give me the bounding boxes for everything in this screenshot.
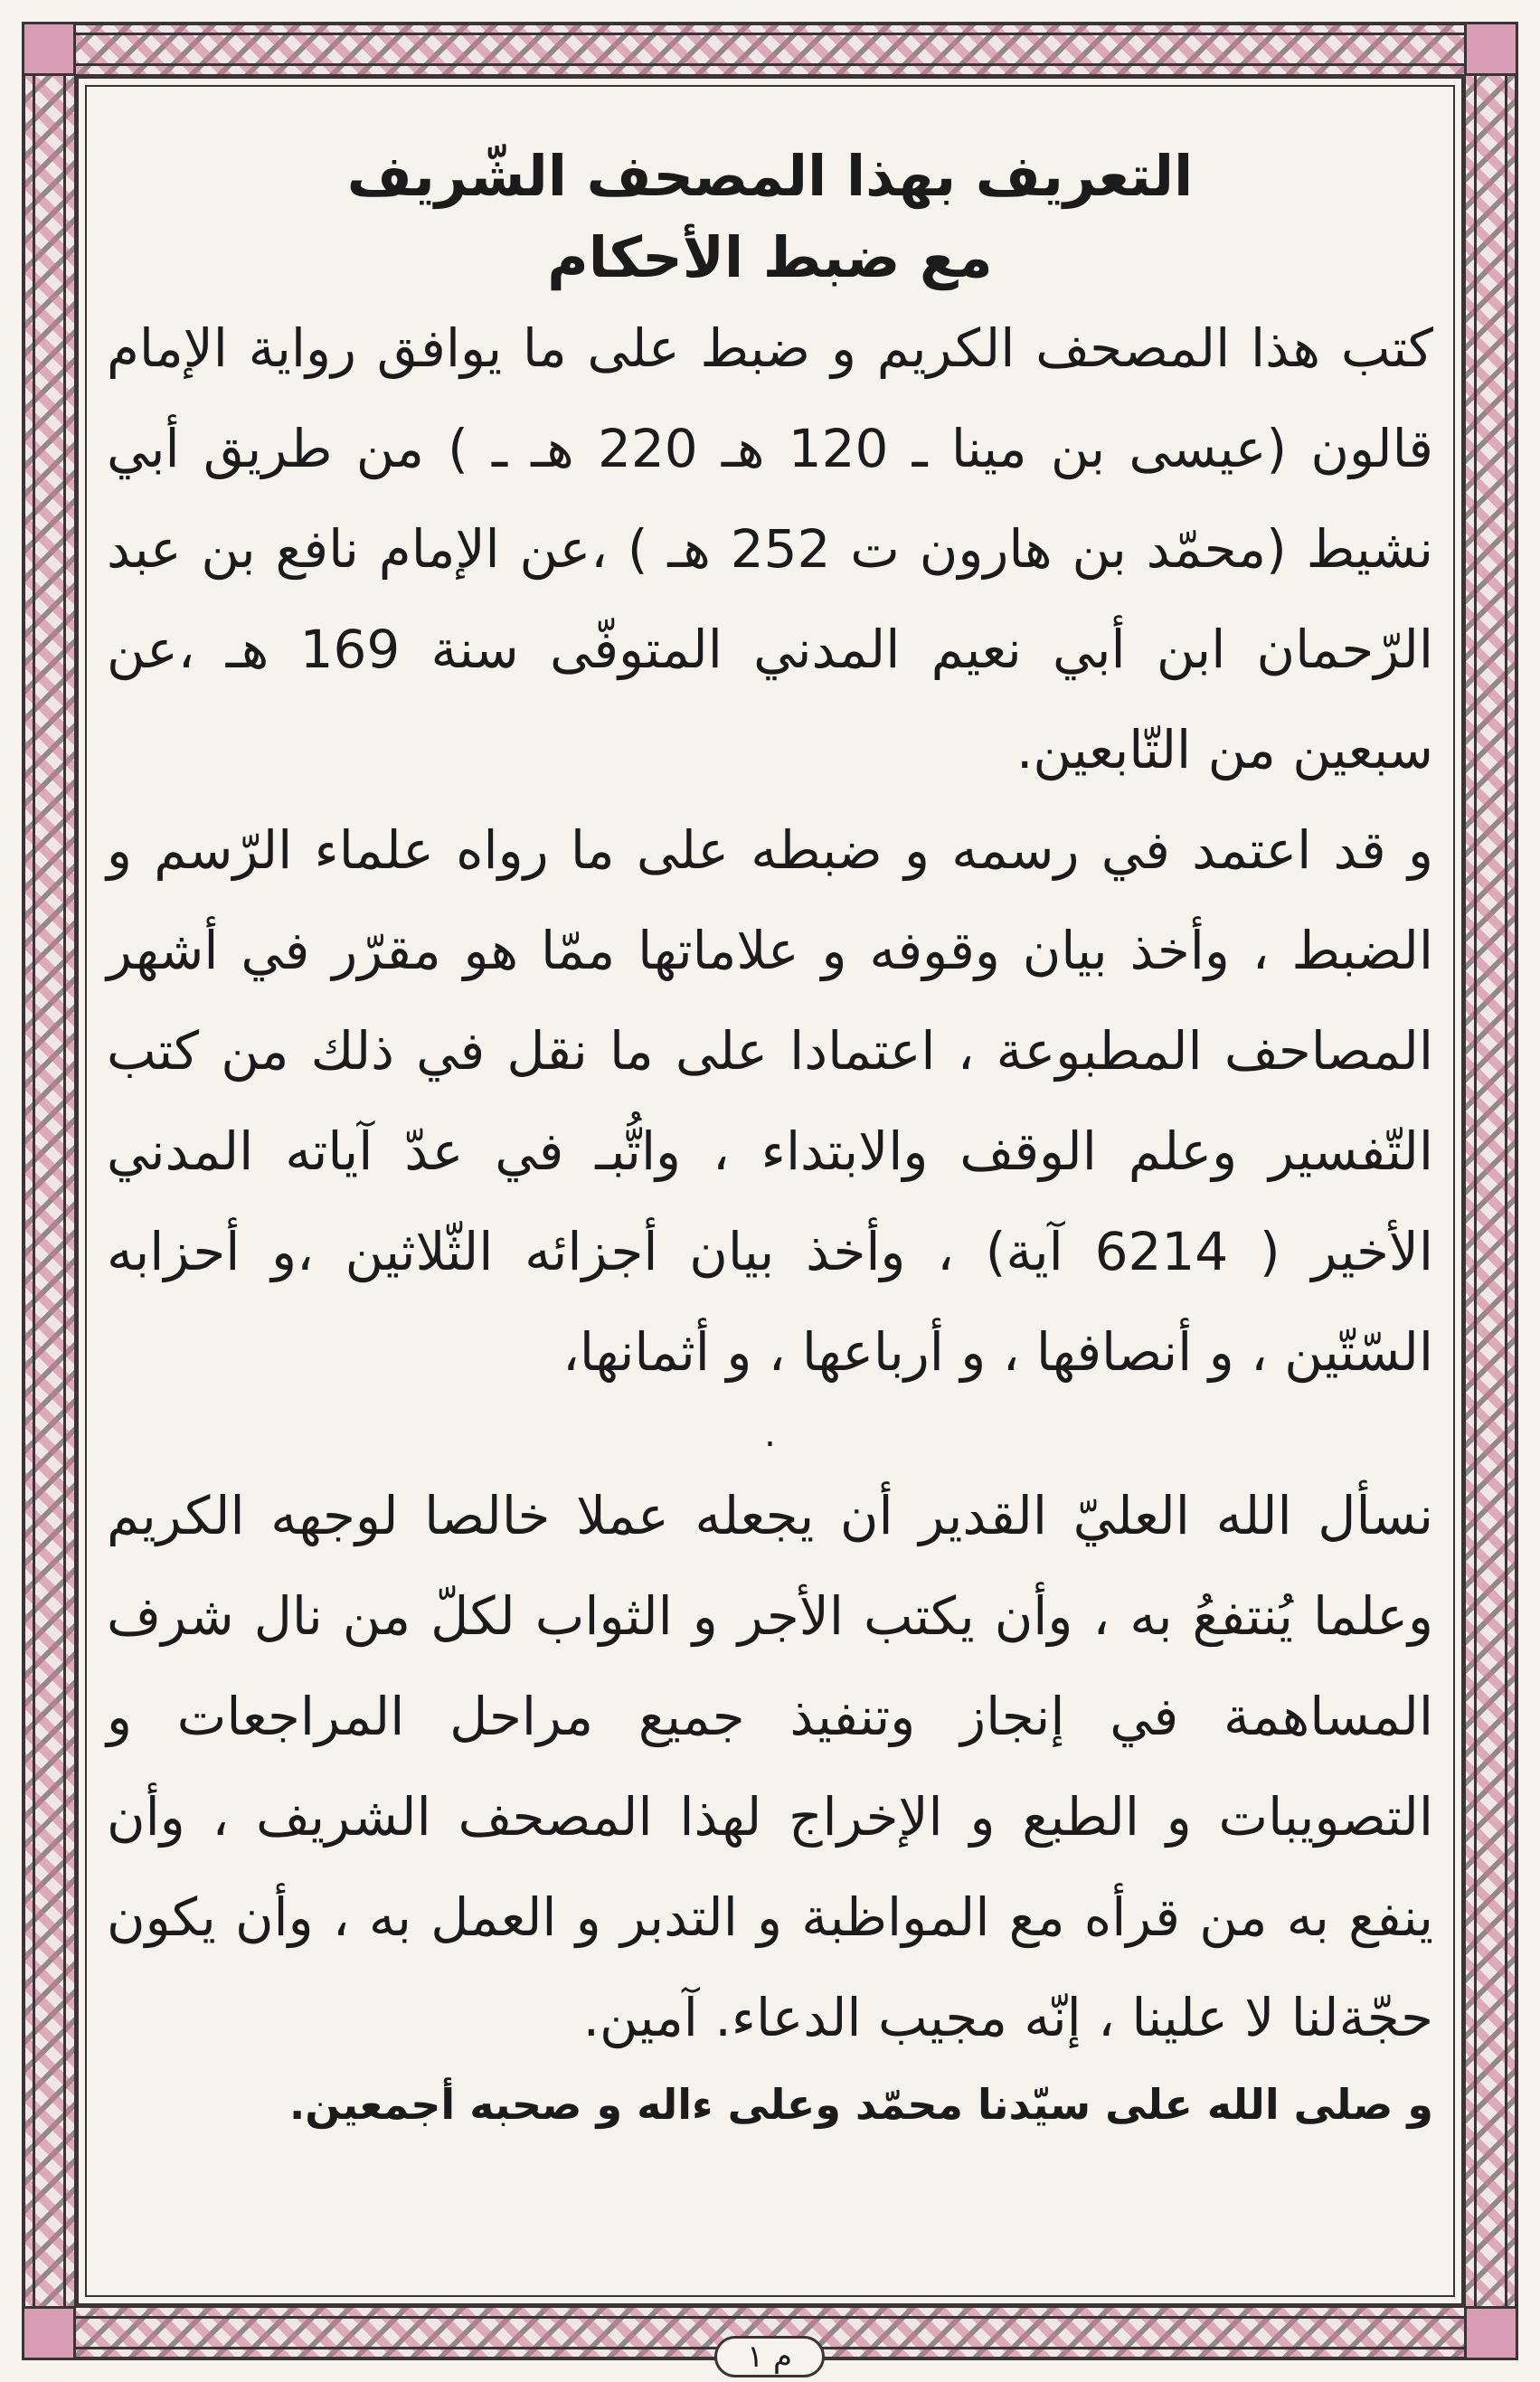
page-content bbox=[107, 136, 1433, 2141]
page-title-line-1: التعريف بهذا المصحف الشّريف bbox=[346, 143, 1194, 209]
prayer-paragraph: نسأل الله العليّ القدير أن يجعله عملا خالصا لوجهه الكريم وعلما يُنتفعُ به ، وأن يكتب الأجر و الثواب لكلّ من نال شرف المساهمة في إنجاز وتنفيذ جميع مراحل المراجعات و التصويبات و الطبع و الإخراج لهذا المصحف الشريف ، وأن ينفع به من قرأه مع المواظبة و التدبر و العمل به ، وأن يكون حجّةلنا لا علينا ، إنّه مجيب الدعاء. آمين. bbox=[107, 1485, 1433, 2048]
corner-ornament-icon bbox=[1464, 2306, 1518, 2360]
page-title-line-2: مع ضبط الأحكام bbox=[547, 224, 993, 290]
methodology-paragraph: و قد اعتمد في رسمه و ضبطه على ما رواه علماء الرّسم و الضبط ، وأخذ بيان وقوفه و علاماتها ممّا هو مقرّر في أشهر المصاحف المطبوعة ، اعتمادا على ما نقل في ذلك من كتب التّفسير وعلم الوقف والابتداء ، واتُّبـ في عدّ آياته المدني الأخير ( 6214 آية) ، وأخذ بيان أجزائه الثّلاثين ،و أحزابه السّتّين ، و أنصافها ، و أرباعها ، و أثمانها، bbox=[107, 819, 1433, 1383]
corner-ornament-icon bbox=[22, 22, 76, 76]
page-number: م ١ bbox=[714, 2336, 825, 2377]
corner-ornament-icon bbox=[1464, 22, 1518, 76]
intro-paragraph: كتب هذا المصحف الكريم و ضبط على ما يوافق رواية الإمام قالون (عيسى بن مينا ـ 120 هـ 220 هـ ـ ) من طريق أبي نشيط (محمّد بن هارون ت 252 هـ ) ،عن الإمام نافع بن عبد الرّحمان ابن أبي نعيم المدني المتوفّى سنة 169 هـ ،عن سبعين من التّابعين. bbox=[107, 317, 1434, 780]
closing-line: و صلى الله على سيّدنا محمّد وعلى ءاله و صحبه أجمعين. bbox=[288, 2080, 1433, 2129]
separator-dot: . bbox=[764, 1413, 776, 1455]
corner-ornament-icon bbox=[22, 2306, 76, 2360]
